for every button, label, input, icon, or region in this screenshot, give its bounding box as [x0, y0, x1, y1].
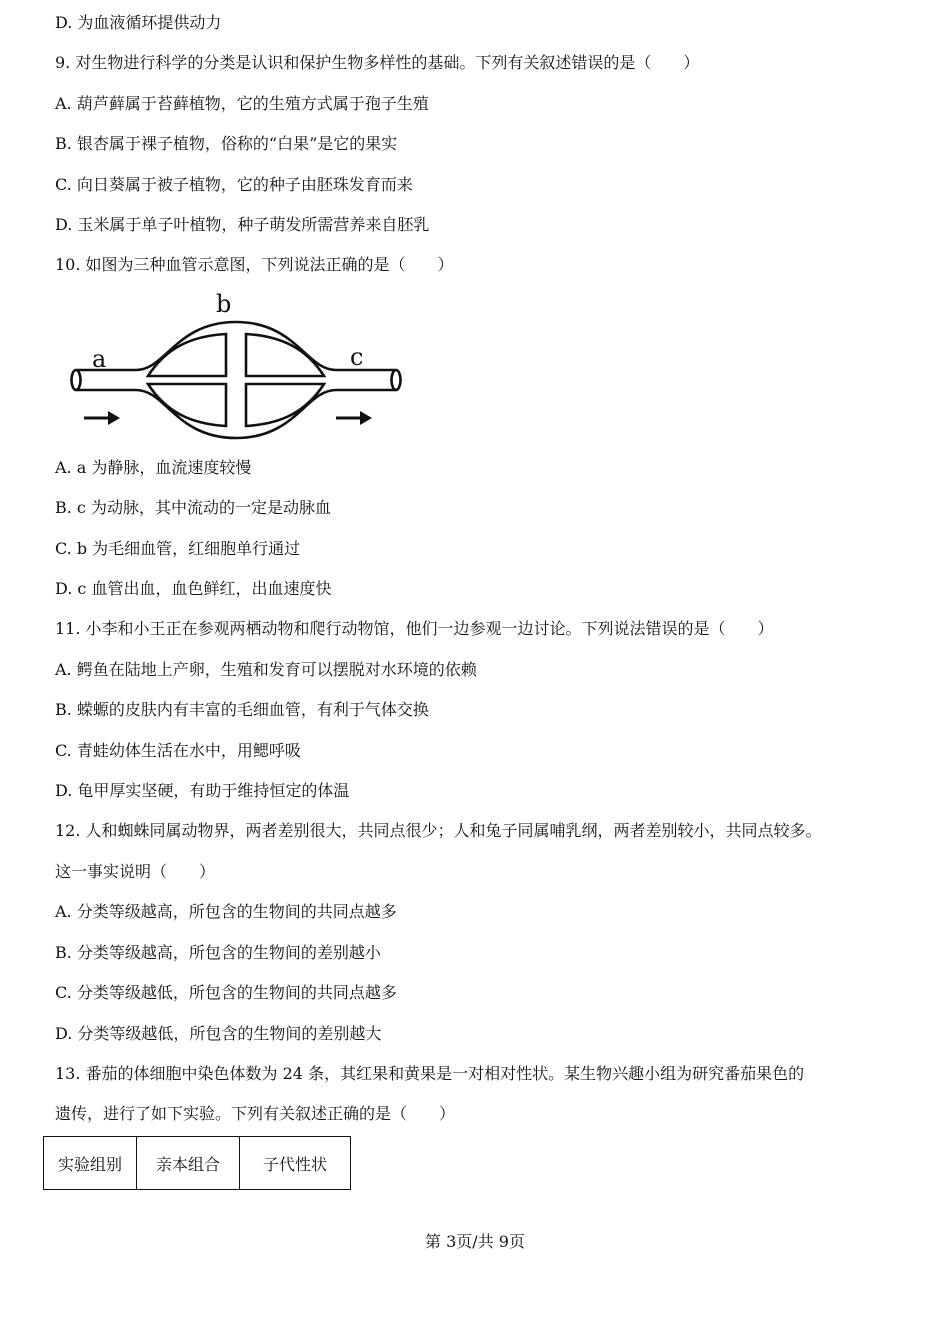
q10-option-a: A. a 为静脉，血流速度较慢: [55, 458, 252, 477]
q11-stem: 11. 小李和小王正在参观两栖动物和爬行动物馆，他们一边参观一边讨论。下列说法错误的是（ ）: [55, 619, 774, 638]
q9-option-a: A. 葫芦藓属于苔藓植物，它的生殖方式属于孢子生殖: [55, 94, 429, 113]
table-header-cell: 亲本组合: [137, 1137, 240, 1190]
q11-option-d: D. 龟甲厚实坚硬，有助于维持恒定的体温: [55, 781, 350, 800]
vessel-label-c: c: [350, 343, 364, 371]
q10-option-d: D. c 血管出血，血色鲜红，出血速度快: [55, 579, 332, 598]
page-footer: 第 3页/共 9页: [425, 1232, 525, 1251]
blood-vessel-diagram: [66, 288, 406, 446]
table-header-cell: 实验组别: [44, 1137, 137, 1190]
q13-stem-line1: 13. 番茄的体细胞中染色体数为 24 条，其红果和黄果是一对相对性状。某生物兴趣小组为研究番茄果色的: [55, 1064, 805, 1083]
vessel-label-b: b: [216, 290, 232, 318]
q9-option-c: C. 向日葵属于被子植物，它的种子由胚珠发育而来: [55, 175, 413, 194]
q10-option-b: B. c 为动脉，其中流动的一定是动脉血: [55, 498, 331, 517]
q12-option-d: D. 分类等级越低，所包含的生物间的差别越大: [55, 1024, 382, 1043]
q10-option-c: C. b 为毛细血管，红细胞单行通过: [55, 539, 301, 558]
vessel-label-a: a: [92, 345, 107, 373]
table-header-cell: 子代性状: [240, 1137, 351, 1190]
experiment-table: [43, 1136, 351, 1190]
q9-option-d: D. 玉米属于单子叶植物，种子萌发所需营养来自胚乳: [55, 215, 430, 234]
q9-stem: 9. 对生物进行科学的分类是认识和保护生物多样性的基础。下列有关叙述错误的是（ ）: [55, 53, 700, 72]
table-header-row: [44, 1137, 351, 1190]
q12-option-a: A. 分类等级越高，所包含的生物间的共同点越多: [55, 902, 397, 921]
q12-stem-line1: 12. 人和蜘蛛同属动物界，两者差别很大，共同点很少；人和兔子同属哺乳纲，两者差别较小，共同点较多。: [55, 821, 822, 840]
q12-option-c: C. 分类等级越低，所包含的生物间的共同点越多: [55, 983, 397, 1002]
q8-option-d: D. 为血液循环提供动力: [55, 13, 222, 32]
q12-stem-line2: 这一事实说明（ ）: [55, 862, 216, 881]
q10-stem: 10. 如图为三种血管示意图，下列说法正确的是（ ）: [55, 255, 454, 274]
q11-option-b: B. 蝾螈的皮肤内有丰富的毛细血管，有利于气体交换: [55, 700, 429, 719]
q9-option-b: B. 银杏属于裸子植物，俗称的“白果”是它的果实: [55, 134, 398, 153]
q11-option-a: A. 鳄鱼在陆地上产卵，生殖和发育可以摆脱对水环境的依赖: [55, 660, 477, 679]
q13-stem-line2: 遗传，进行了如下实验。下列有关叙述正确的是（ ）: [55, 1104, 456, 1123]
q12-option-b: B. 分类等级越高，所包含的生物间的差别越小: [55, 943, 381, 962]
q11-option-c: C. 青蛙幼体生活在水中，用鳃呼吸: [55, 741, 301, 760]
